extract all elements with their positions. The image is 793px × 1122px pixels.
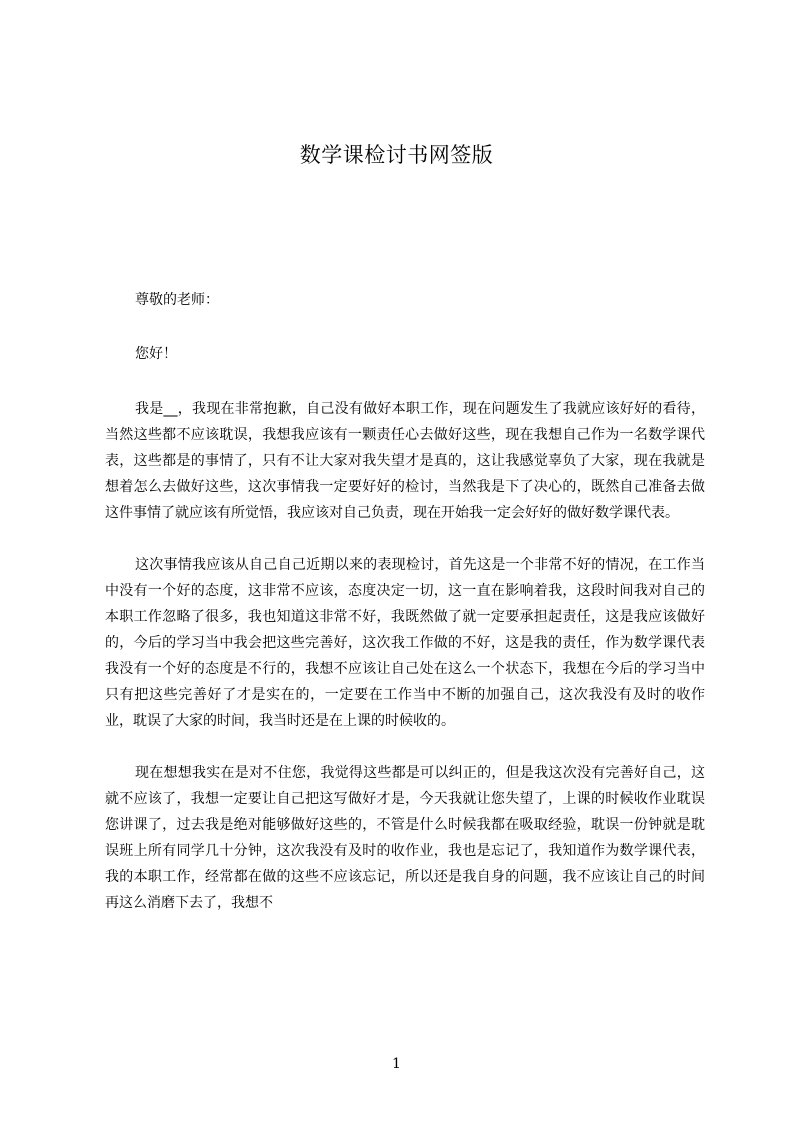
page-number: 1 — [392, 1056, 401, 1072]
salutation-text: 尊敬的老师： — [135, 292, 219, 308]
body-paragraph: 我是__，我现在非常抱歉，自己没有做好本职工作，现在问题发生了我就应该好好的看待，当然这些都不应该耽误，我想我应该有一颗责任心去做好这些，现在我想自己作为一名数学课代表，这些都是的事情了，只有不让大家对我失望才是真的，这让我感觉辜负了大家，现在我就是想着怎么去做好这些，这次事情我一定要好好的检讨，当然我是下了决心的，既然自己准备去做这件事情了就应该有所觉悟，我应该对自己负责，现在开始我一定会好好的做好数学课代表。 — [105, 401, 705, 521]
body-paragraph: 现在想想我实在是对不住您，我觉得这些都是可以纠正的，但是我这次没有完善好自己，这就不应该了，我想一定要让自己把这写做好才是，今天我就让您失望了，上课的时候收作业耽误您讲课了，过去我是绝对能够做好这些的，不管是什么时候我都在吸取经验，耽误一份钟就是耽误班上所有同学几十分钟，这次我没有及时的收作业，我也是忘记了，我知道作为数学课代表，我的本职工作，经常都在做的这些不应该忘记，所以还是我自身的问题，我不应该让自己的时间再这么消磨下去了，我想不 — [105, 765, 705, 911]
body-paragraph: 这次事情我应该从自己自己近期以来的表现检讨，首先这是一个非常不好的情况，在工作当中没有一个好的态度，这非常不应该，态度决定一切，这一直在影响着我，这段时间我对自己的本职工作忽略了很多，我也知道这非常不好，我既然做了就一定要承担起责任，这是我应该做好的，今后的学习当中我会把这些完善好，这次我工作做的不好，这是我的责任，作为数学课代表我没有一个好的态度是不行的，我想不应该让自己处在这么一个状态下，我想在今后的学习当中只有把这些完善好了才是实在的，一定要在工作当中不断的加强自己，这次我没有及时的收作业，耽误了大家的时间，我当时还是在上课的时候收的。 — [105, 557, 705, 729]
greeting — [105, 341, 705, 393]
page-title: 数学课检讨书网签版 — [299, 143, 494, 167]
salutation — [105, 287, 705, 339]
greeting-text: 您好！ — [135, 346, 177, 362]
document-body — [105, 396, 705, 942]
